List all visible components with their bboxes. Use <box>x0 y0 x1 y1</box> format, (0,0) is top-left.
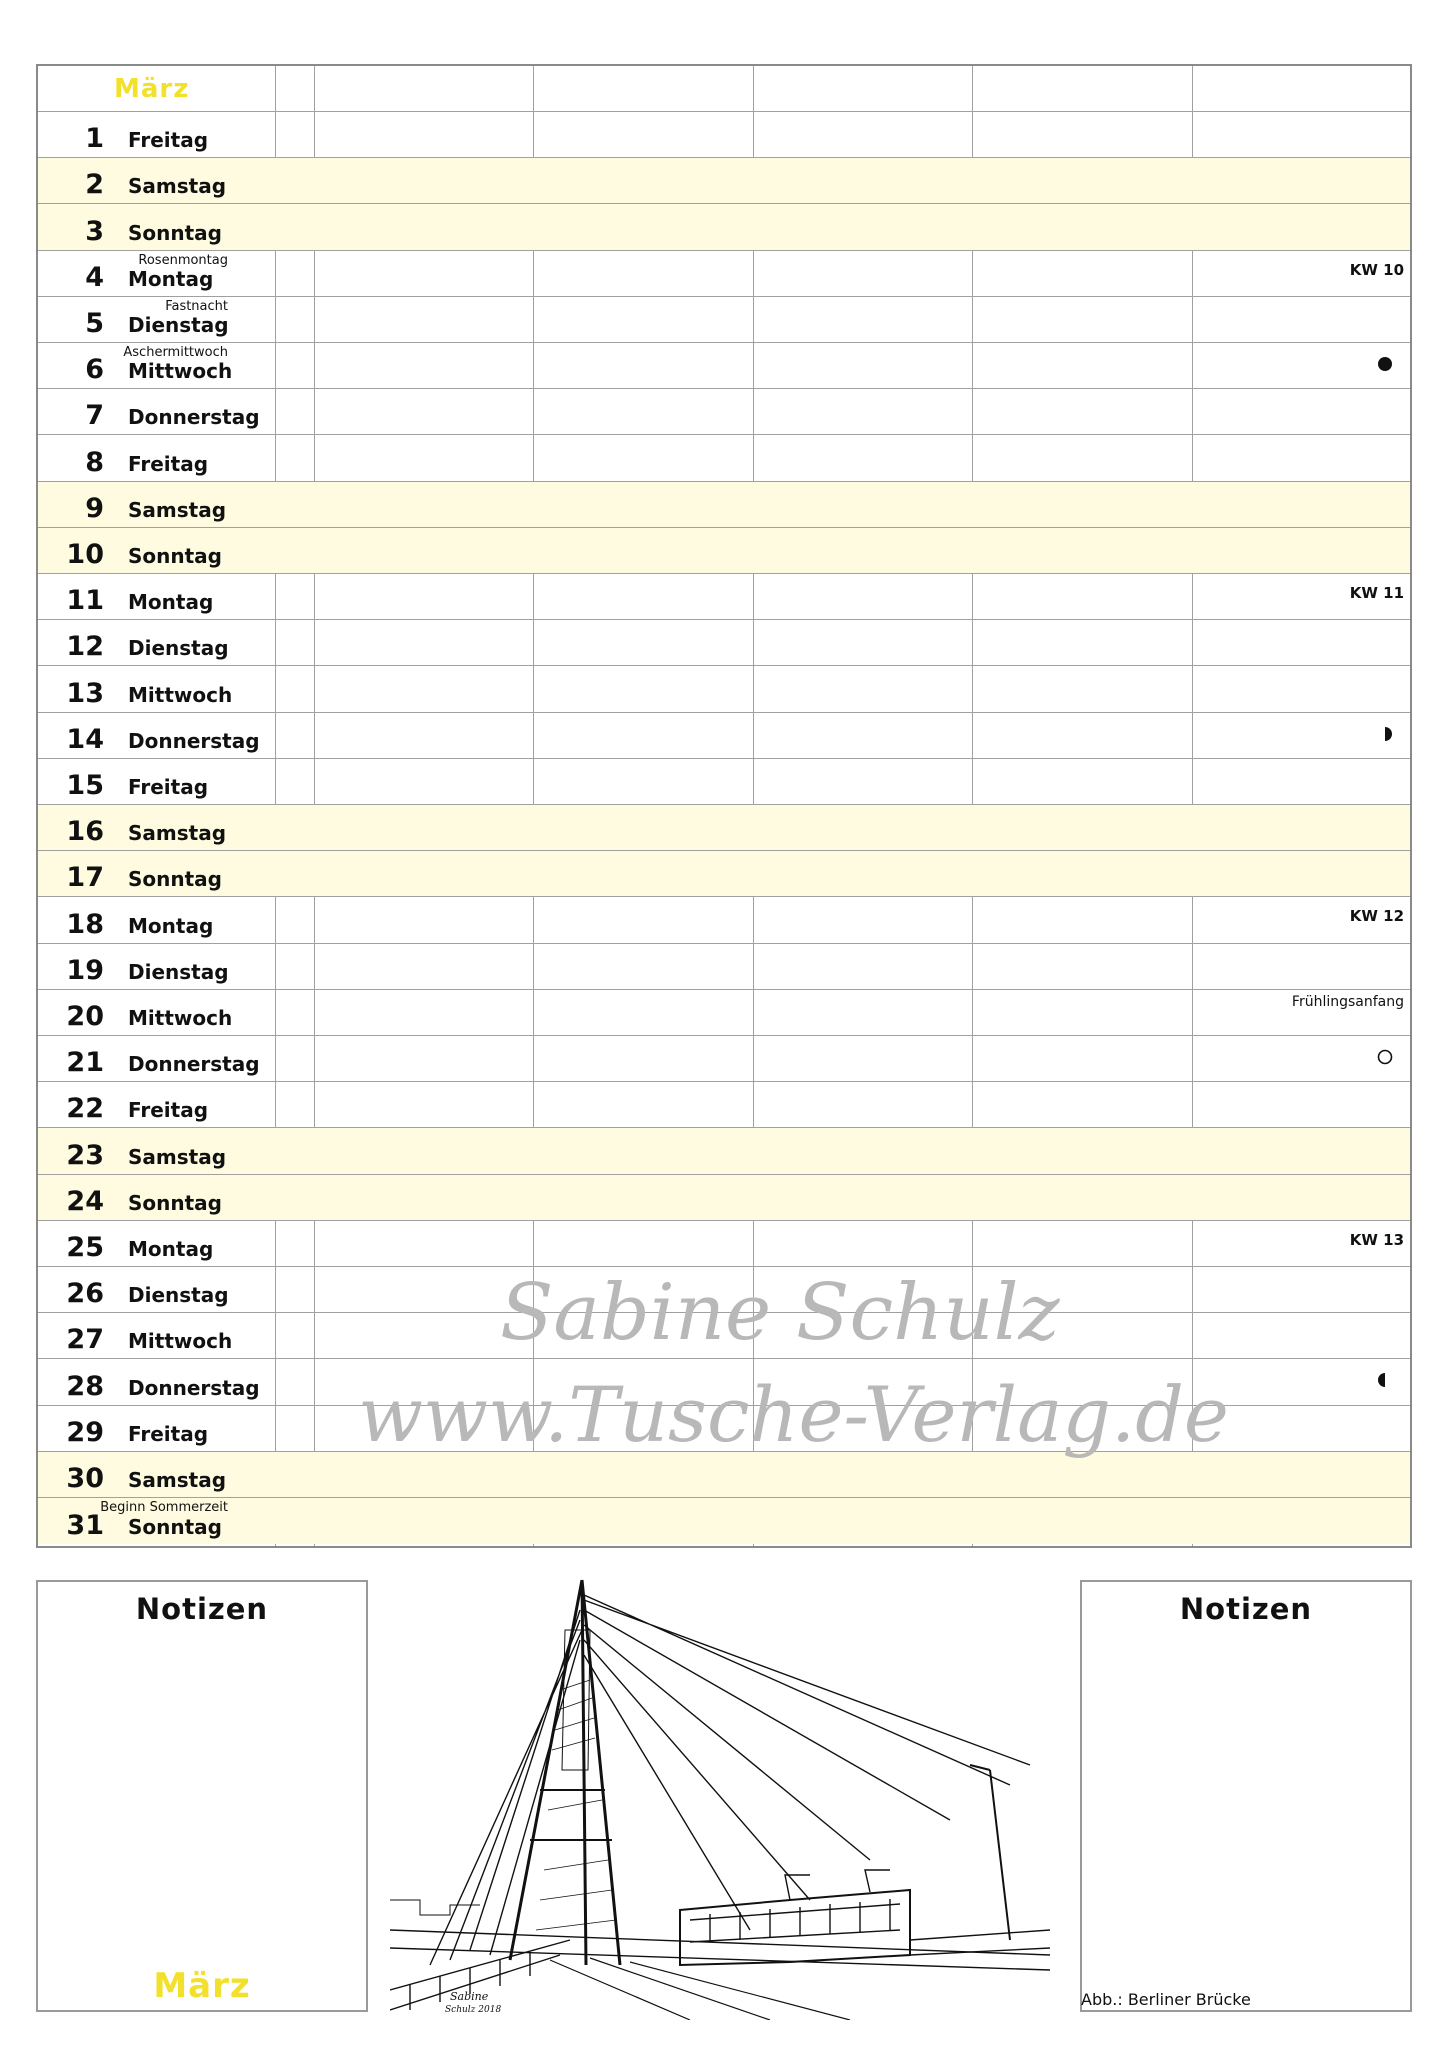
day-number: 27 <box>66 1324 104 1356</box>
season-label: Frühlingsanfang <box>1291 993 1404 1010</box>
day-number: 14 <box>66 723 104 755</box>
day-number: 21 <box>66 1047 104 1079</box>
day-row[interactable] <box>38 251 1410 297</box>
day-row[interactable] <box>38 1036 1410 1082</box>
day-name: Sonntag <box>128 1515 222 1540</box>
day-name: Freitag <box>128 1421 209 1446</box>
week-number-label: KW 12 <box>1349 907 1404 926</box>
bridge-illustration <box>390 1570 1050 2020</box>
notes-title-left: Notizen <box>135 1592 269 1626</box>
day-row[interactable] <box>38 1313 1410 1359</box>
day-number: 31 <box>66 1510 104 1542</box>
day-row[interactable] <box>38 620 1410 666</box>
day-number: 7 <box>85 400 104 432</box>
day-number: 2 <box>85 169 104 201</box>
day-row[interactable] <box>38 1267 1410 1313</box>
day-number: 29 <box>66 1416 104 1448</box>
notes-title-right: Notizen <box>1179 1592 1313 1626</box>
notes-box-left[interactable] <box>36 1580 368 2012</box>
day-name: Samstag <box>128 174 227 199</box>
day-row[interactable] <box>38 1406 1410 1452</box>
day-number: 30 <box>66 1462 104 1494</box>
day-name: Mittwoch <box>128 1005 233 1030</box>
day-name: Montag <box>128 266 214 291</box>
day-number: 9 <box>85 492 104 524</box>
day-number: 3 <box>85 215 104 247</box>
day-number: 25 <box>66 1231 104 1263</box>
day-row[interactable] <box>38 1082 1410 1128</box>
day-row[interactable] <box>38 574 1410 620</box>
holiday-label: Beginn Sommerzeit <box>100 1500 228 1515</box>
day-row[interactable] <box>38 851 1410 897</box>
svg-text:Schulz 2018: Schulz 2018 <box>445 2005 502 2015</box>
day-number: 22 <box>66 1093 104 1125</box>
notes-box-right[interactable] <box>1080 1580 1412 2012</box>
day-name: Sonntag <box>128 1190 222 1215</box>
day-name: Freitag <box>128 1098 209 1123</box>
header-row <box>38 66 1410 112</box>
image-caption: Abb.: Berliner Brücke <box>1081 1990 1251 2009</box>
day-name: Dienstag <box>128 959 229 984</box>
day-name: Montag <box>128 913 214 938</box>
day-row[interactable] <box>38 1498 1410 1544</box>
day-name: Sonntag <box>128 867 222 892</box>
day-name: Freitag <box>128 774 209 799</box>
day-row[interactable] <box>38 1452 1410 1498</box>
day-name: Sonntag <box>128 543 222 568</box>
day-number: 10 <box>66 538 104 570</box>
day-row[interactable] <box>38 204 1410 250</box>
holiday-label: Fastnacht <box>165 298 228 314</box>
day-row[interactable] <box>38 343 1410 389</box>
day-name: Dienstag <box>128 636 229 661</box>
day-row[interactable] <box>38 528 1410 574</box>
day-name: Freitag <box>128 128 209 153</box>
day-number: 12 <box>66 631 104 663</box>
day-row[interactable] <box>38 112 1410 158</box>
day-number: 18 <box>66 908 104 940</box>
day-number: 17 <box>66 862 104 894</box>
day-number: 23 <box>66 1139 104 1171</box>
notes-month-label: März <box>153 1966 251 2006</box>
day-number: 16 <box>66 816 104 848</box>
moon-first-quarter-icon <box>1376 725 1394 743</box>
svg-text:Sabine: Sabine <box>450 1990 489 2003</box>
day-row[interactable] <box>38 713 1410 759</box>
moon-new-icon <box>1376 355 1394 373</box>
day-name: Freitag <box>128 451 209 476</box>
day-number: 5 <box>85 307 104 339</box>
day-row[interactable] <box>38 1175 1410 1221</box>
moon-full-icon <box>1376 1048 1394 1066</box>
day-row[interactable] <box>38 389 1410 435</box>
week-number-label: KW 13 <box>1349 1230 1404 1249</box>
day-row[interactable] <box>38 1221 1410 1267</box>
day-row[interactable] <box>38 759 1410 805</box>
day-name: Donnerstag <box>128 1375 260 1400</box>
day-name: Donnerstag <box>128 405 260 430</box>
day-number: 26 <box>66 1278 104 1310</box>
day-number: 8 <box>85 446 104 478</box>
day-name: Montag <box>128 590 214 615</box>
day-name: Sonntag <box>128 220 222 245</box>
day-number: 4 <box>85 261 104 293</box>
day-number: 11 <box>66 585 104 617</box>
day-number: 1 <box>85 123 104 155</box>
week-number-label: KW 10 <box>1349 260 1404 279</box>
month-heading: März <box>114 74 190 104</box>
day-row[interactable] <box>38 482 1410 528</box>
day-name: Mittwoch <box>128 1329 233 1354</box>
day-name: Montag <box>128 1236 214 1261</box>
moon-last-quarter-icon <box>1376 1371 1394 1389</box>
day-row[interactable] <box>38 897 1410 943</box>
day-number: 28 <box>66 1370 104 1402</box>
day-name: Donnerstag <box>128 1052 260 1077</box>
day-row[interactable] <box>38 805 1410 851</box>
week-number-label: KW 11 <box>1349 584 1404 602</box>
holiday-label: Rosenmontag <box>138 252 228 268</box>
day-name: Samstag <box>128 1144 227 1169</box>
day-number: 24 <box>66 1185 104 1217</box>
day-number: 19 <box>66 954 104 986</box>
day-number: 20 <box>66 1000 104 1032</box>
calendar-grid <box>36 64 1412 1548</box>
day-row[interactable] <box>38 990 1410 1036</box>
day-name: Mittwoch <box>128 682 233 707</box>
day-name: Samstag <box>128 1467 227 1492</box>
day-row[interactable] <box>38 944 1410 990</box>
day-name: Mittwoch <box>128 359 233 384</box>
day-name: Donnerstag <box>128 728 260 753</box>
day-name: Samstag <box>128 497 227 522</box>
day-row[interactable] <box>38 158 1410 204</box>
watermark-name: Sabine Schulz <box>500 1268 1060 1358</box>
day-name: Dienstag <box>128 1283 229 1308</box>
day-row[interactable] <box>38 666 1410 712</box>
day-name: Dienstag <box>128 312 229 337</box>
day-row[interactable] <box>38 297 1410 343</box>
day-number: 15 <box>66 769 104 801</box>
day-name: Samstag <box>128 821 227 846</box>
day-row[interactable] <box>38 435 1410 481</box>
watermark-url: www.Tusche-Verlag.de <box>358 1370 1229 1459</box>
day-row[interactable] <box>38 1359 1410 1405</box>
day-number: 13 <box>66 677 104 709</box>
day-row[interactable] <box>38 1128 1410 1174</box>
holiday-label: Aschermittwoch <box>123 345 228 360</box>
day-number: 6 <box>85 354 104 386</box>
